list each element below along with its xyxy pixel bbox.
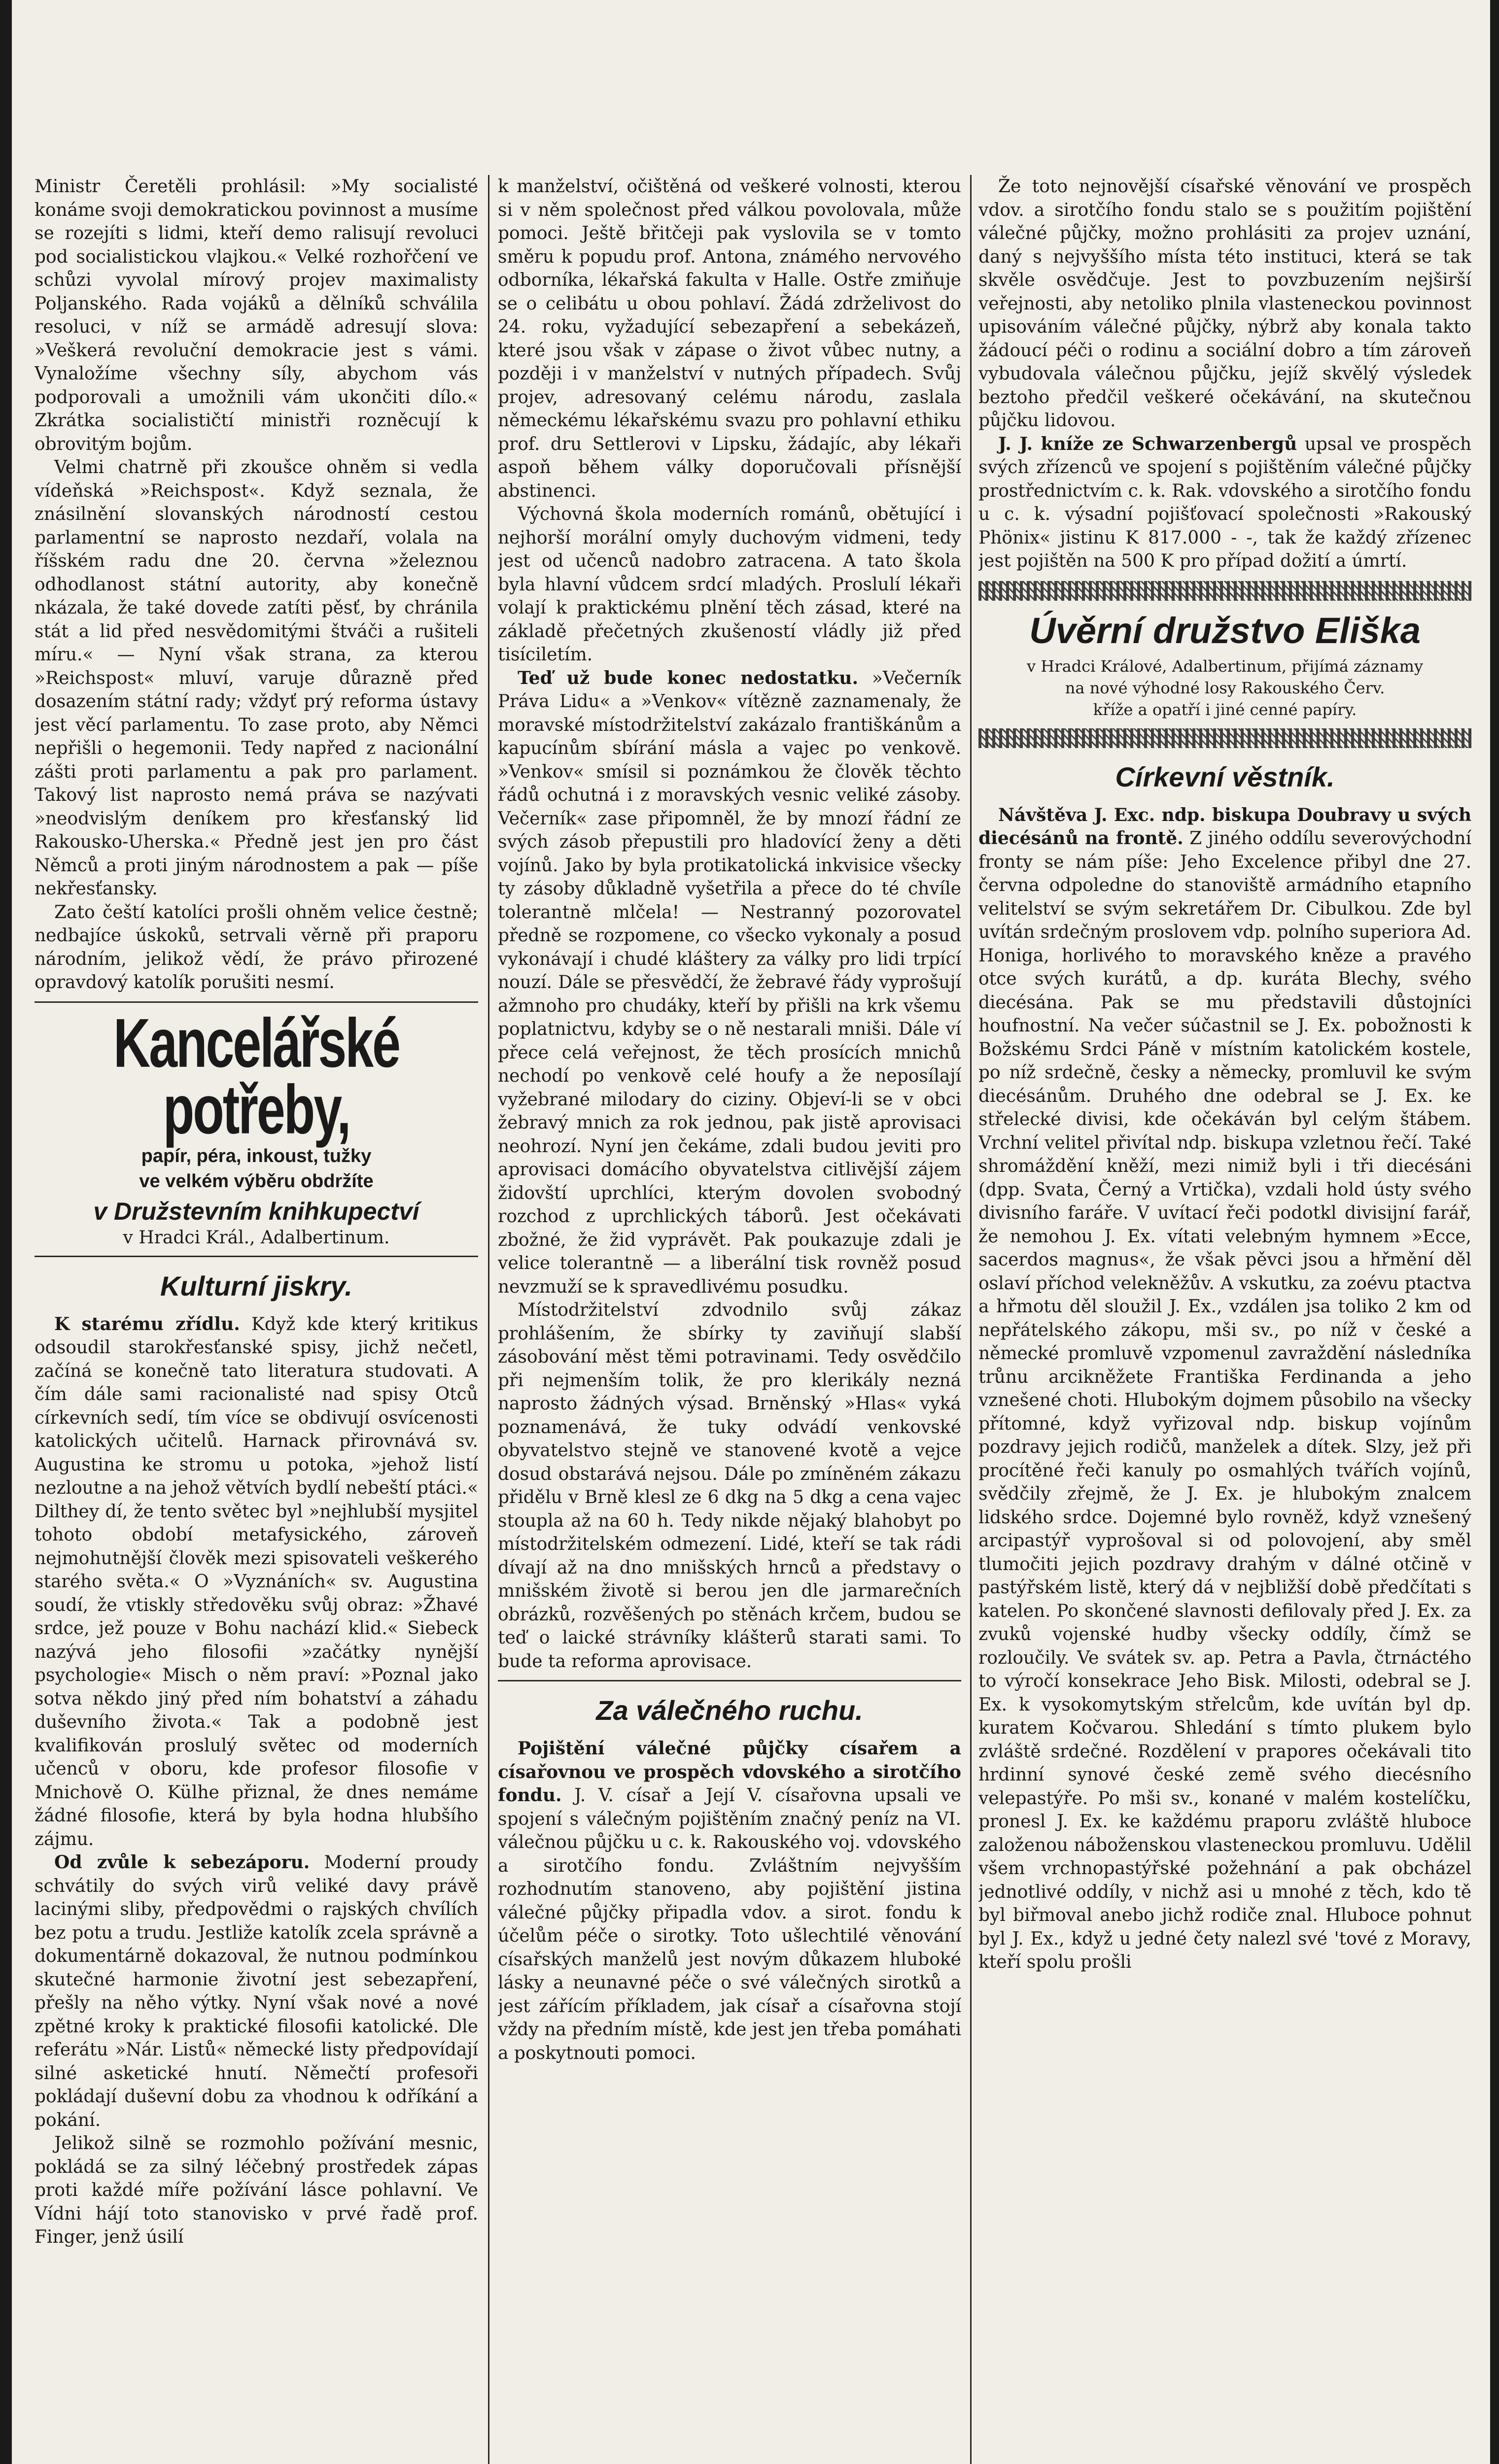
article-text: Z jiného oddílu severovýchodní fronty se nám píše: Jeho Excelence přibyl dne 27. června odpoledne do stanoviště armádního etapního velitelství se svým sekretářem Dr. Cibulkou. Zde byl uvítán srdečným proslovem vdp. polního superiora Ad. Honiga, horlivého to moravského kněze a pravého otce svých kurátů, a dp. kuráta Blechy, svého diecésána. Pak se mu představili důstojníci houfnostní. Na večer súčastnil se J. Ex. pobožnosti k Božskému Srdci Páně v místním katolickém kostele, po níž srdečně, česky a německy, promluvil ke svým diecésánům. Druhého dne odebral se J. Ex. ke střelecké divisi, kde očekáván byl celým štábem. Vrchní velitel přivítal ndp. biskupa vzletnou řečí. Také shromáždění kněží, mezi nimiž byli i tři diecésáni (dpp. Svata, Černý a Vrtička), vzdali hold ústy svého divisního faráře. V uvítací řeči podotkl divisijní farář, že nemohou J. Ex. vítati velebným hymnem »Ecce, sacerdos magnus«, že však pěvci jsou a hřmění děl oslaví příchod velekněžův. A vskutku, za zoévu ptactva a hřmotu děl sloužil J. Ex., vzdálen jsa toliko 2 km od nepřátelského zákopu, mši sv., po níž v české a německé promluvě vzpomenul zavraždění následníka trůnu arcikněžete Františka Ferdinanda a jeho vznešené choti. Hlubokým dojmem působilo na všecky přítomné, když vyřizoval ndp. biskup vojínům pozdravy jejich rodičů, manželek a dítek. Slzy, jež při procítěné řeči kanuly po osmahlých tvářích vojínů, svědčily zřejmě, že J. Ex. je hlubokým znalcem lidského srdce. Dojemné bylo rovněž, když vznešený arcipastýř vyprošoval si od polovojení, aby směl tlumočiti jejich pozdravy drahým v dálné otčině v pastýřském listě, který dá v nejbližší době předčítati s katelen. Po skončené slavnosti defilovaly před J. Ex. za zvuků vojenské hudby všecky oddíly, čímž se rozloučily. Ve svátek sv. ap. Petra a Pavla, čtrnáctého to výročí konsekrace Jeho Bisk. Milosti, odebral se J. Ex. k vysokomytským střelcům, kde uvítán byl dp. kuratem Kočvarou. Shledání s tímto plukem bylo zvláště srdečné. Rozdělení v prapores očekávali tito hrdinní synové české země svého diecésního velepastýře. Po mši sv., konané v malém kostelíčku, pronesl J. Ex. ke každému praporu zvláště hluboce založenou náboženskou vlasteneckou promluvu. Udělil všem vrchnopastýřské požehnání a pak obcházel jednotlivé oddíly, v nichž asi u mnohé z těch, kdo tě byl biřmoval anebo jichž rodiče znal. Hluboce pohnut byl J. Ex., když u jedné čety nalezl své 'tové z Moravy, kteří spolu prošli — [978, 828, 1471, 1972]
right-scan-edge — [1490, 0, 1499, 2464]
article-text: upsal ve prospěch svých zřízenců ve spojení s pojištěním válečné půjčky prostřednictvím c. k. Rak. vdovského a sirotčího fondu u c. k. výsadní pojišťovací společnosti »Rakouský Phönix« jistinu K 817.000 - -, tak že každý zřízenec jest pojištěn na 500 K pro případ dožití a úmrtí. — [978, 434, 1471, 571]
ad-title: Kancelářské potřeby, — [113, 1004, 399, 1149]
bank-ad-line: kříže a opatří i jiné cenné papíry. — [1093, 700, 1357, 719]
divider — [35, 1001, 478, 1003]
bank-ad-line: v Hradci Králové, Adalbertinum, přijímá záznamy — [1027, 656, 1423, 676]
article-lead: Od zvůle k sebezáporu. — [54, 1852, 310, 1873]
bank-ad-title: Úvěrní družstvo Eliška — [1029, 610, 1421, 651]
article-text: Když kde který kritikus odsoudil starokřesťanské spisy, jichž nečetl, začíná se konečně tato literatura studovati. A čím dále sami racionalisté nad spisy Otců církevních sedí, tím více se obdivují osvícenosti katolických učitelů. Harnack přirovnává sv. Augustina ke stromu u potoka, »jehož listí nezloutne a na jehož větvích bydlí nebeští ptáci.« Dilthey dí, že tento světec byl »nejhlubší mysjitel tohoto období metafysického, zároveň nejmohutnější člověk mezi spisovateli veškerého starého světa.« O »Vyznáních« sv. Augustina soudí, že vtiskly středověku svůj obraz: »Žhavé srdce, jež pouze v Bohu nachází klid.« Siebeck nazývá jeho filosofii »začátky nynější psychologie« Misch o něm praví: »Poznal jako sotva někdo jiný před ním bohatství a záhadu duševního života.« Tak a podobně jest kvalifikován proslulý světec od moderních učenců v oboru, kde profesor filosofie v Mnichově O. Külhe přiznal, že dnes nemáme žádné filosofie, která by byla hodna hlubšího zájmu. — [35, 1314, 478, 1849]
article-lead: Teď už bude konec nedostatku. — [518, 667, 858, 688]
paragraph: Že toto nejnovější císařské věnování ve prospěch vdov. a sirotčího fondu stalo se s použitím pojištění válečné půjčky, možno prohlásiti za projev uznání, daný s nejvyššího místa této instituci, která se tak skvěle osvědčuje. Jest to povzbuzením nejširší veřejnosti, aby netoliko plnila vlasteneckou povinnost upisováním válečné půjčky, nýbrž aby konala takto žádoucí péči o rodinu a sociální dobro a tím zároveň vybudovala válečnou půjčku, jejíž skvělý výsledek beztoho předčil veškeré očekávání, na skutečnou půjčku lidovou. — [978, 176, 1471, 431]
article-lead: Pojištění válečné půjčky císařem a císařovnou ve prospěch vdovského a sirotčího fondu. — [498, 1738, 961, 1806]
article-text: J. V. císař a Její V. císařovna upsali ve spojení s válečným pojištěním značný peníz na VI. válečnou půjčku u c. k. Rakouského voj. vdovského a sirotčího fondu. Zvláštním nejvyšším rozhodnutím stanoveno, aby pojištění jistina válečné půjčky připadla vdov. a sirot. fondu k účelům péče o sirotky. Toto ušlechtilé věnování císařských manželů jest novým důkazem hluboké lásky a neunavné péče o své válečných sirotků a jest zářícím příkladem, jak císař a císařovna stojí vždy na předním místě, kde jest jen třeba pomáhati a poskytnouti pomoci. — [498, 1785, 961, 2063]
divider — [35, 1256, 478, 1257]
ad-store-name: v Družstevním knihkupectví — [93, 1197, 419, 1225]
ad-line: papír, péra, inkoust, tužky — [141, 1145, 372, 1166]
paragraph: Zato čeští katolíci prošli ohněm velice čestně; nedbajíce úskoků, setrvali věrně při praporu národním, jelikož vědí, že právo přirozené opravdový katolík porušiti nesmí. — [35, 902, 478, 992]
section-title: Za válečného ruchu. — [596, 1695, 863, 1726]
column-2 — [498, 175, 961, 2464]
paragraph: Ministr Čeretěli prohlásil: »My socialisté konáme svoji demokratickou povinnost a musíme se rozejíti s lidmi, kteří demo ralisují revoluci pod socialistickou vlajkou.« Velké rozhořčení ve schůzi vyvolal mírový projev maximalisty Poljanského. Rada vojáků a dělníků schválila resoluci, v níž se armádě adresují slova: »Veškerá revoluční demokracie jest s vámi. Vynaložíme všechny síly, abychom vás podporovali a umožnili vám ukončiti dílo.« Zkrátka socialističtí ministři rozněcují k obrovitým bojům. — [35, 176, 478, 454]
section-title: Kulturní jiskry. — [160, 1270, 352, 1301]
column-1 — [35, 175, 478, 2464]
ad-line: ve velkém výběru obdržíte — [139, 1170, 374, 1192]
column-rule — [488, 175, 489, 2464]
article-lead: J. J. kníže ze Schwarzenbergů — [998, 433, 1297, 454]
ornament-border — [978, 581, 1471, 601]
paragraph: Výchovná škola moderních románů, obětující i nejhorší morální omyly duchovým vidmeni, tedy jest od učenců nadobro zatracena. A tato škola byla hlavní vůdcem srdcí mladých. Proslulí lékaři volají k praktickému plnění těch zásad, které na základě přečetných zkušeností vládly již před tisíciletím. — [498, 504, 961, 665]
article-lead: Návštěva J. Exc. ndp. biskupa Doubravy u svých diecésánů na frontě. — [978, 804, 1471, 849]
article-lead: K starému zřídlu. — [54, 1313, 240, 1335]
column-rule — [970, 175, 972, 2464]
section-title: Církevní věstník. — [1115, 761, 1335, 792]
left-scan-edge — [0, 0, 12, 2464]
paragraph: Velmi chatrně při zkoušce ohněm si vedla vídeňská »Reichspost«. Když seznala, že znásilnění slovanských národností cestou parlamentní se naprosto nezdaří, volala na říšském radu dne 20. června »železnou odhodlanost státní autority, aby konečně nkázala, že také dovede zatíti pěsť, by chránila stát a lid před nesvědomitými štváči a rušiteli míru.« — Nyní však strana, za kterou »Reichspost« mluví, varuje důrazně před dosazením státní rady; vždyť prý reforma ústavy jest věcí parlamentu. To zase proto, aby Němci nepřišli o hegemonii. Tedy napřed z nacionální zášti proti parlamentu a pak pro parlament. Takový list naprosto nemá práva se nazývati »neodvislým deníkem pro křesťanský lid Rakousko-Uherska.« Předně jest jen pro část Němců a proti jiným národnostem a pak — píše nekřesťansky. — [35, 457, 478, 899]
divider — [498, 1680, 961, 1681]
column-3 — [978, 175, 1471, 2464]
ad-address: v Hradci Král., Adalbertinum. — [123, 1227, 390, 1248]
article-text: »Večerník Práva Lidu« a »Venkov« vítězně zaznamenaly, že moravské místodržitelství zakázalo františkánům a kapucínům sbírání másla a vajec po venkově. »Venkov« smísil si poznámkou že člověk těchto řádů ochutná i z moravských vesnic veliké zásoby. Večerník« zase připomněl, že by mnozí řádní ze svých zásob přepustili pro hladovící ženy a děti vojínů. Jako by byla protikatolická inkvisice všecky ty zásoby důkladně vyšetřila a přece do té chvíle tolerantně mlčela! — Nestranný pozorovatel předně se rozpomene, co všecko vykonaly a posud vykonávají i chudé kláštery za války pro lidi trpící nouzí. Dále se přesvědčí, že žebravé řády vyprošují ažmnoho pro chudáky, kteří by přišli na krk všemu poplatnictvu, kdyby se o ně nestarali mniši. Dále ví přece celá veřejnost, že těch prosících mnichů nechodí po venkově celé houfy a že neposílají vyžebrané milodary do ciziny. Objeví-li se v obci žebravý mnich za rok jednou, pak jistě aprovisaci neohrozí. Nyní jen čekáme, zdali budou jeviti pro aprovisaci domácího obyvatelstva citlivější zájem židovští uprchlíci, kterým dovolen svobodný rozchod z uprchlických táborů. Jest očekávati zbožné, že žid vyprávět. Pak poukazuje zdali je velice tolerantně — a liberální tisk rovněž posud nevzmuží se k spravedlivému posudku. — [498, 668, 961, 1297]
bank-ad-line: na nové výhodné losy Rakouského Červ. — [1065, 678, 1385, 697]
paragraph: k manželství, očištěná od veškeré volnosti, kterou si v něm společnost před válkou povolovala, může pomoci. Ještě břitčeji pak vyslovila se v tomto směru k popudu prof. Antona, známého nervového odborníka, lékařská fakulta v Halle. Ostře zmiňuje se o celibátu u obou pohlaví. Žádá zdrželivost do 24. roku, vyžadující sebezapření a sebekázeň, které jsou však v zápase o život vůbec nutny, a později i v manželství v nutných případech. Svůj projev, adresovaný celému národu, zaslala německému lékařskému svazu pro pohlavní ethiku prof. dru Settlerovi v Lipsku, žádajíc, aby lékaři aspoň během války doporučovali přísnější abstinenci. — [498, 176, 961, 501]
article-text: Moderní proudy schvátily do svých virů veliké davy právě lacinými sliby, předpovědmi o rajských chvílích bez potu a trudu. Jestliže katolík zcela správně a dokumentárně dokazoval, že nutnou podmínkou skutečné harmonie životní jest sebezapření, přešly na něho výtky. Nyní však nové a nové zpětné kroky k praktické filosofii katolické. Dle referátu »Nár. Listů« německé listy předpovídají silné asketické hnutí. Němečtí profesoři pokládají duševní dobu za vhodnou k odříkání a pokání. — [35, 1852, 478, 2130]
paragraph: Místodržitelství zdvodnilo svůj zákaz prohlášením, že sbírky ty zaviňují slabší zásobování měst těmi potravinami. Tedy osvědčilo při nejmenším tolik, že pro klerikály nezná naprosto žádných výsad. Brněnský »Hlas« vyká poznamenává, že tuky odvádí venkovské obyvatelstvo stejně ve stanovené kvotě a vejce dosud obstarává nejsou. Dále po zmíněném zákazu přidělu v Brně klesl ze 6 dkg na 5 dkg a cena vajec stoupla až na 60 h. Tedy nikde nějaký blahobyt po místodržitelském odmezení. Lidé, kteří se tak rádi dívají až na dno mnišských hrnců a představy o mnišském životě si berou jen dle jarmarečních obrázků, rozvěšených po stěnách krčem, budou se teď o laické strávníky klášterů starati sami. To bude ta reforma aprovisace. — [498, 1300, 961, 1672]
paragraph: Jelikož silně se rozmohlo požívání mesnic, pokládá se za silný léčebný prostředek zápas proti každé míře požívání lásce pohlavní. Ve Vídni hájí toto stanovisko v prvé řadě prof. Finger, jenž úsilí — [35, 2133, 478, 2247]
ornament-border — [978, 728, 1471, 748]
